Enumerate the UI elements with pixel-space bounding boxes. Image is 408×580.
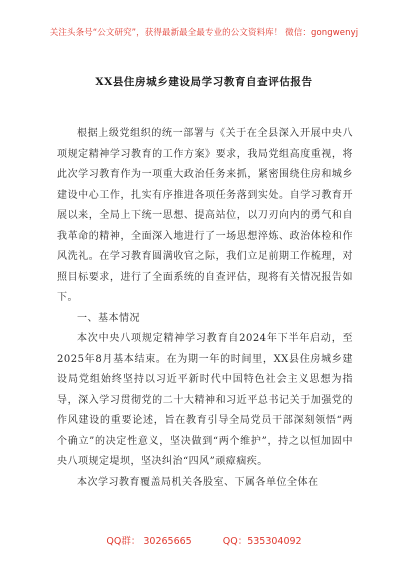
footer-contact (0, 533, 408, 547)
paragraph-intro: 根据上级党组织的统一部署与《关于在全县深入开展中央八项规定精神学习教育的工作方案》要求，我局党组高度重视，将此次学习教育作为一项重大政治任务来抓，紧密围绕住房和城乡建设中心工作，扎实有序推进各项任务落到实处。自学习教育开展以来，全局上下统一思想、提高站位，以刀刃向内的勇气和自我革命的精神，全面深入地进行了一场思想淬炼、政治体检和作风洗礼。在学习教育圆满收官之际，我们立足前期工作梳理，对照目标要求，进行了全面系统的自查评估，现将有关情况报告如下。 (57, 128, 353, 303)
header-banner: 关注头条号“公文研究”，获得最新最全最专业的公文资料库！ 微信：gongwenyj (49, 28, 359, 38)
paragraph-coverage: 本次学习教育覆盖局机关各股室、下属各单位全体在 (77, 476, 319, 488)
section-heading: 一、基本情况 (77, 312, 140, 324)
footer-qq: QQ：535304092 (222, 536, 302, 547)
paragraph-basic-info: 本次中央八项规定精神学习教育自2024年下半年启动，至2025年8月基本结束。在为期一年的时间里，XX县住房城乡建设局党组始终坚持以习近平新时代中国特色社会主义思想为指导，深入学习贯彻党的二十大精神和习近平总书记关于加强党的作风建设的重要论述，旨在教育引导全局党员干部深刻领悟“两个确立”的决定性意义，坚决做到“两个维护”，持之以恒加固中央八项规定堤坝，坚决纠治“四风”顽瘴痼疾。 (57, 333, 353, 467)
footer-qq-group: QQ群： 30265665 (106, 536, 192, 547)
document-title: XX县住房城乡建设局学习教育自查评估报告 (95, 76, 313, 88)
document-body (57, 124, 353, 493)
